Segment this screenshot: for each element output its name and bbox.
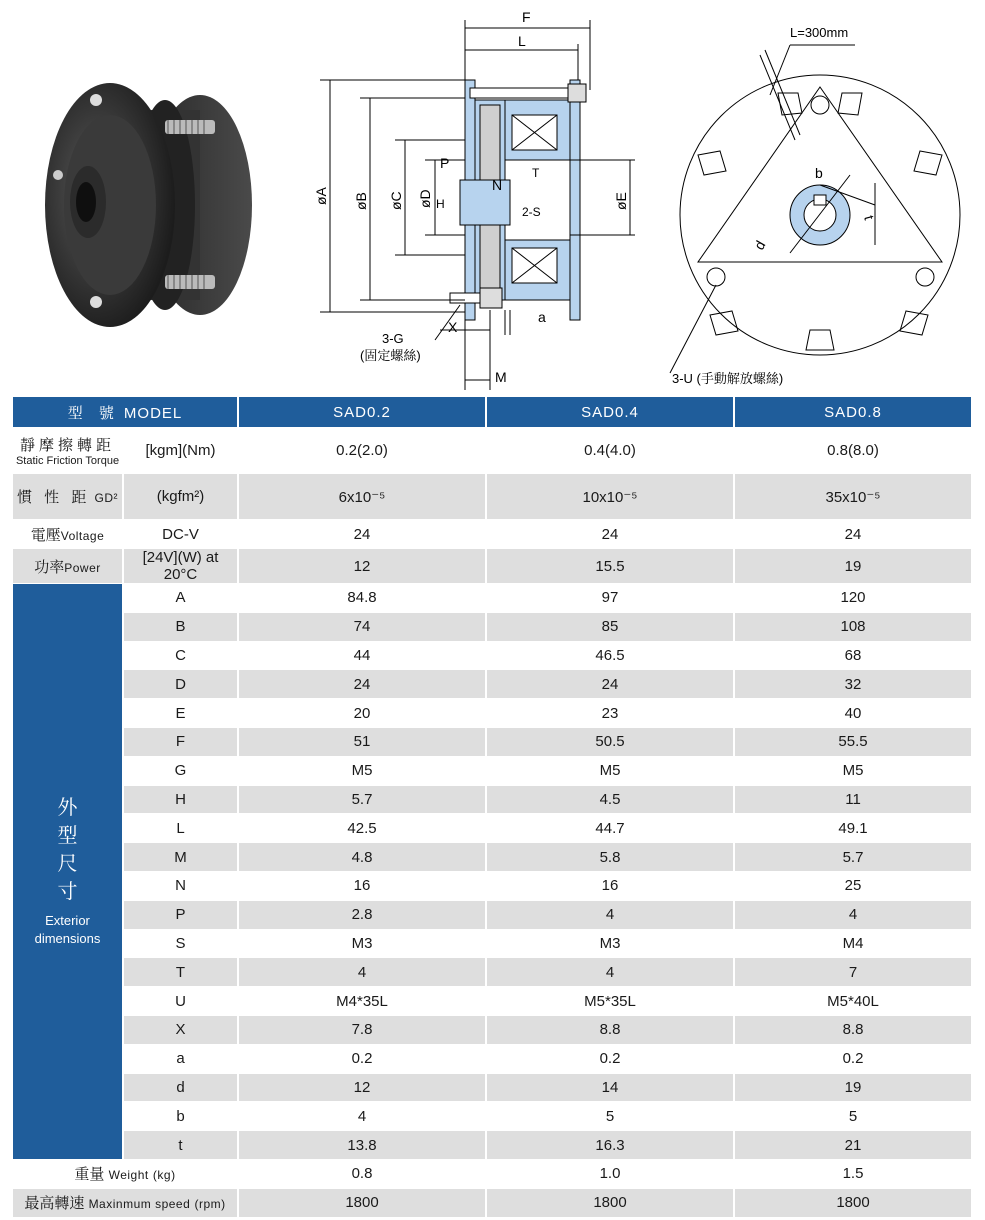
dimension-row bbox=[13, 900, 972, 929]
value-cell: 40 bbox=[734, 699, 972, 728]
dim-label-H: H bbox=[436, 197, 445, 211]
dimension-key: A bbox=[123, 584, 238, 613]
dim-label-L: L bbox=[518, 33, 526, 49]
value-cell: 44.7 bbox=[486, 814, 734, 843]
value-cell: 15.5 bbox=[486, 549, 734, 584]
value-cell: 4 bbox=[734, 900, 972, 929]
label-zh: 慣 性 距 bbox=[16, 489, 91, 506]
dim-label-M: M bbox=[495, 369, 507, 385]
dimension-key: t bbox=[123, 1131, 238, 1160]
exterior-zh-char: 尺 bbox=[57, 853, 78, 876]
dim-label-N: N bbox=[492, 177, 503, 193]
dimension-row bbox=[13, 843, 972, 872]
dimension-key: X bbox=[123, 1015, 238, 1044]
value-cell: 49.1 bbox=[734, 814, 972, 843]
dim-label-oC: øC bbox=[388, 191, 404, 210]
label-en: Maxinmum speed bbox=[88, 1197, 191, 1212]
dimension-row bbox=[13, 871, 972, 900]
value-cell: 1800 bbox=[238, 1188, 486, 1217]
release-screw-label: 3-U (手動解放螺絲) bbox=[672, 371, 784, 386]
row-weight bbox=[13, 1159, 972, 1188]
value-cell: 46.5 bbox=[486, 641, 734, 670]
value-cell: 19 bbox=[734, 549, 972, 584]
value-cell: 4.8 bbox=[238, 843, 486, 872]
value-cell: 0.2(2.0) bbox=[238, 428, 486, 474]
value-cell: 6x10⁻⁵ bbox=[238, 474, 486, 520]
unit-power: [24V](W) at 20°C bbox=[123, 549, 238, 584]
value-cell: 5.7 bbox=[734, 843, 972, 872]
label-zh: 功率 bbox=[34, 558, 65, 576]
dimension-key: M bbox=[123, 843, 238, 872]
value-cell: 4 bbox=[486, 958, 734, 987]
label-max-speed bbox=[13, 1188, 238, 1217]
value-cell: 51 bbox=[238, 727, 486, 756]
dim-label-oD: øD bbox=[417, 189, 433, 208]
dimension-key: U bbox=[123, 987, 238, 1016]
dimension-key: F bbox=[123, 727, 238, 756]
label-power bbox=[13, 549, 123, 584]
exterior-zh-char: 寸 bbox=[57, 881, 78, 904]
value-cell: M4 bbox=[734, 929, 972, 958]
dimension-row bbox=[13, 612, 972, 641]
value-cell: 85 bbox=[486, 612, 734, 641]
value-cell: 7.8 bbox=[238, 1015, 486, 1044]
dimension-key: d bbox=[123, 1073, 238, 1102]
value-cell: 5 bbox=[486, 1102, 734, 1131]
value-cell: M5 bbox=[238, 756, 486, 785]
exterior-en-line: Exterior bbox=[45, 913, 90, 929]
dimension-key: C bbox=[123, 641, 238, 670]
value-cell: 0.8(8.0) bbox=[734, 428, 972, 474]
model-header-zh: 型 號 bbox=[67, 404, 120, 422]
side-section-drawing bbox=[300, 0, 640, 392]
dimension-row bbox=[13, 727, 972, 756]
illustration-area bbox=[0, 0, 985, 395]
value-cell: 5.7 bbox=[238, 785, 486, 814]
exterior-dimensions-label bbox=[13, 584, 123, 1160]
value-cell: 16 bbox=[486, 871, 734, 900]
value-cell: 1800 bbox=[734, 1188, 972, 1217]
value-cell: 97 bbox=[486, 584, 734, 613]
value-cell: 0.2 bbox=[734, 1044, 972, 1073]
dimension-key: P bbox=[123, 900, 238, 929]
screw-note: (固定螺絲) bbox=[360, 348, 421, 363]
lead-length-label: L=300mm bbox=[790, 25, 849, 40]
row-inertia bbox=[13, 474, 972, 520]
value-cell: 20 bbox=[238, 699, 486, 728]
label-en: GD² bbox=[94, 491, 118, 505]
dimension-rows bbox=[13, 584, 972, 1160]
dim-label-oB: øB bbox=[353, 192, 369, 210]
value-cell: 13.8 bbox=[238, 1131, 486, 1160]
dimension-row bbox=[13, 670, 972, 699]
screw-label-3G: 3-G bbox=[382, 331, 404, 346]
unit-inertia: (kgfm²) bbox=[123, 474, 238, 520]
model-col-1: SAD0.2 bbox=[238, 397, 486, 428]
dimension-row bbox=[13, 584, 972, 613]
dimension-key: D bbox=[123, 670, 238, 699]
brake-product-photo bbox=[40, 70, 265, 340]
value-cell: 44 bbox=[238, 641, 486, 670]
value-cell: 11 bbox=[734, 785, 972, 814]
value-cell: 74 bbox=[238, 612, 486, 641]
label-zh: 靜摩擦轉距 bbox=[19, 437, 115, 454]
row-voltage bbox=[13, 520, 972, 549]
spec-table bbox=[13, 397, 973, 1218]
dimension-key: E bbox=[123, 699, 238, 728]
label-en: Weight bbox=[108, 1168, 149, 1183]
model-col-3: SAD0.8 bbox=[734, 397, 972, 428]
value-cell: 108 bbox=[734, 612, 972, 641]
value-cell: 1.5 bbox=[734, 1159, 972, 1188]
label-unit: (kg) bbox=[152, 1168, 176, 1183]
value-cell: 7 bbox=[734, 958, 972, 987]
label-weight bbox=[13, 1159, 238, 1188]
label-en: Power bbox=[64, 560, 101, 575]
value-cell: 8.8 bbox=[486, 1015, 734, 1044]
value-cell: 1800 bbox=[486, 1188, 734, 1217]
row-static-torque bbox=[13, 428, 972, 474]
table-header-row bbox=[13, 397, 972, 428]
value-cell: M5 bbox=[486, 756, 734, 785]
label-voltage bbox=[13, 520, 123, 549]
value-cell: 24 bbox=[238, 670, 486, 699]
dimension-row bbox=[13, 1015, 972, 1044]
label-static-torque bbox=[13, 428, 123, 474]
value-cell: 14 bbox=[486, 1073, 734, 1102]
value-cell: 12 bbox=[238, 1073, 486, 1102]
dimension-row bbox=[13, 958, 972, 987]
dimension-key: S bbox=[123, 929, 238, 958]
value-cell: M5*40L bbox=[734, 987, 972, 1016]
model-col-2: SAD0.4 bbox=[486, 397, 734, 428]
value-cell: 2.8 bbox=[238, 900, 486, 929]
dimension-key: H bbox=[123, 785, 238, 814]
value-cell: 25 bbox=[734, 871, 972, 900]
dimension-row bbox=[13, 641, 972, 670]
label-zh: 電壓 bbox=[30, 526, 61, 544]
value-cell: 42.5 bbox=[238, 814, 486, 843]
value-cell: 5 bbox=[734, 1102, 972, 1131]
dimension-key: G bbox=[123, 756, 238, 785]
dimension-row bbox=[13, 699, 972, 728]
value-cell: 24 bbox=[486, 520, 734, 549]
value-cell: 32 bbox=[734, 670, 972, 699]
dim-label-2S: 2-S bbox=[522, 205, 541, 219]
value-cell: 0.2 bbox=[486, 1044, 734, 1073]
value-cell: 55.5 bbox=[734, 727, 972, 756]
value-cell: 21 bbox=[734, 1131, 972, 1160]
exterior-zh-char: 型 bbox=[57, 825, 78, 848]
value-cell: 16 bbox=[238, 871, 486, 900]
label-zh: 最高轉速 bbox=[24, 1195, 85, 1213]
dim-label-oA: øA bbox=[313, 187, 329, 205]
dimension-key: N bbox=[123, 871, 238, 900]
value-cell: 4 bbox=[238, 1102, 486, 1131]
value-cell: 4 bbox=[238, 958, 486, 987]
value-cell: 5.8 bbox=[486, 843, 734, 872]
label-zh: 重量 bbox=[74, 1166, 105, 1184]
dimension-key: b bbox=[123, 1102, 238, 1131]
dim-label-X: X bbox=[448, 319, 458, 335]
dim-label-F: F bbox=[522, 9, 531, 25]
dim-label-P: P bbox=[440, 155, 450, 171]
value-cell: M3 bbox=[486, 929, 734, 958]
dimension-key: a bbox=[123, 1044, 238, 1073]
exterior-zh-char: 外 bbox=[57, 797, 78, 820]
value-cell: 8.8 bbox=[734, 1015, 972, 1044]
value-cell: 23 bbox=[486, 699, 734, 728]
model-header-en: MODEL bbox=[123, 404, 183, 422]
row-power bbox=[13, 549, 972, 584]
value-cell: M3 bbox=[238, 929, 486, 958]
dimension-row bbox=[13, 785, 972, 814]
label-unit: (rpm) bbox=[194, 1197, 226, 1212]
value-cell: 1.0 bbox=[486, 1159, 734, 1188]
dimension-key: L bbox=[123, 814, 238, 843]
dimension-row bbox=[13, 1102, 972, 1131]
exterior-en bbox=[13, 912, 122, 948]
value-cell: 0.2 bbox=[238, 1044, 486, 1073]
value-cell: 24 bbox=[238, 520, 486, 549]
dimension-row bbox=[13, 814, 972, 843]
value-cell: 4 bbox=[486, 900, 734, 929]
label-en: Static Friction Torque bbox=[15, 455, 120, 467]
value-cell: 120 bbox=[734, 584, 972, 613]
dim-label-oE: øE bbox=[613, 192, 629, 210]
value-cell: 12 bbox=[238, 549, 486, 584]
front-label-d: d bbox=[750, 237, 769, 253]
front-label-t: t bbox=[861, 213, 878, 222]
dim-label-a: a bbox=[538, 309, 546, 325]
value-cell: 68 bbox=[734, 641, 972, 670]
front-label-b: b bbox=[815, 165, 823, 181]
value-cell: 4.5 bbox=[486, 785, 734, 814]
value-cell: 35x10⁻⁵ bbox=[734, 474, 972, 520]
value-cell: 0.4(4.0) bbox=[486, 428, 734, 474]
value-cell: 10x10⁻⁵ bbox=[486, 474, 734, 520]
unit-voltage: DC-V bbox=[123, 520, 238, 549]
exterior-en-line: dimensions bbox=[34, 931, 101, 947]
dimension-key: T bbox=[123, 958, 238, 987]
value-cell: M5*35L bbox=[486, 987, 734, 1016]
dimension-row bbox=[13, 1131, 972, 1160]
value-cell: M5 bbox=[734, 756, 972, 785]
value-cell: 19 bbox=[734, 1073, 972, 1102]
value-cell: 16.3 bbox=[486, 1131, 734, 1160]
dimension-row bbox=[13, 1044, 972, 1073]
value-cell: M4*35L bbox=[238, 987, 486, 1016]
unit-static-torque: [kgm](Nm) bbox=[123, 428, 238, 474]
value-cell: 50.5 bbox=[486, 727, 734, 756]
dimension-row bbox=[13, 987, 972, 1016]
dimension-row bbox=[13, 929, 972, 958]
dimension-row bbox=[13, 1073, 972, 1102]
label-inertia bbox=[13, 474, 123, 520]
value-cell: 0.8 bbox=[238, 1159, 486, 1188]
dim-label-T: T bbox=[532, 166, 540, 180]
value-cell: 24 bbox=[486, 670, 734, 699]
model-header bbox=[13, 397, 238, 428]
dimension-row bbox=[13, 756, 972, 785]
front-view-drawing bbox=[650, 15, 980, 390]
row-max-speed bbox=[13, 1188, 972, 1217]
value-cell: 24 bbox=[734, 520, 972, 549]
value-cell: 84.8 bbox=[238, 584, 486, 613]
dimension-key: B bbox=[123, 612, 238, 641]
label-en: Voltage bbox=[60, 528, 105, 543]
